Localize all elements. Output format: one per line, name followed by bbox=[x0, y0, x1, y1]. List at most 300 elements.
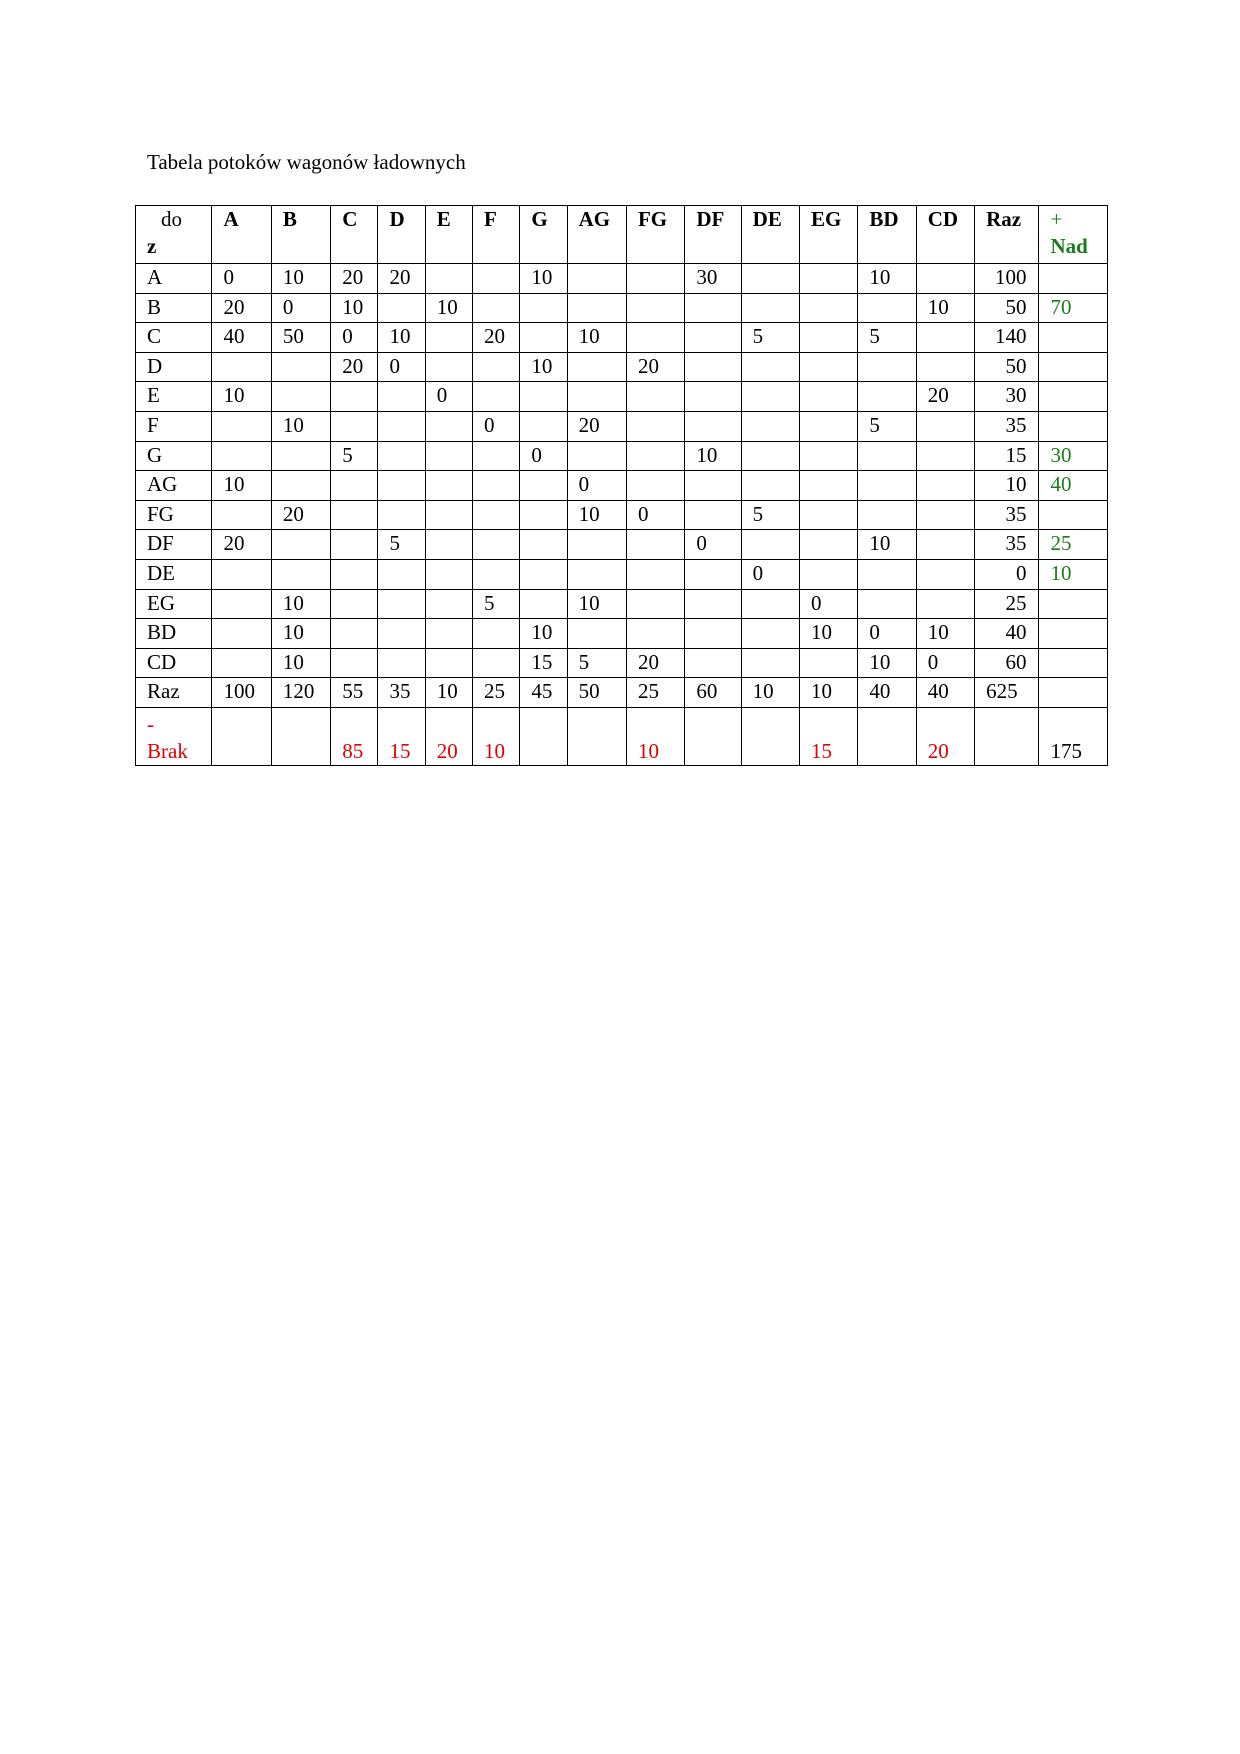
flow-cell bbox=[916, 411, 974, 441]
flow-cell bbox=[212, 352, 271, 382]
flow-cell bbox=[378, 293, 425, 323]
flow-cell bbox=[800, 323, 858, 353]
table-row bbox=[136, 411, 1108, 441]
flow-cell bbox=[741, 264, 799, 294]
column-header-raz: Raz bbox=[975, 206, 1039, 264]
surplus-cell bbox=[1039, 323, 1108, 353]
flow-cell bbox=[331, 589, 378, 619]
row-label: DE bbox=[136, 559, 212, 589]
surplus-cell bbox=[1039, 382, 1108, 412]
flow-cell bbox=[473, 648, 520, 678]
column-total-cell: 25 bbox=[626, 678, 684, 708]
flow-cell bbox=[567, 293, 626, 323]
flow-cell: 5 bbox=[378, 530, 425, 560]
row-label: CD bbox=[136, 648, 212, 678]
table-header-row bbox=[136, 206, 1108, 264]
flow-cell bbox=[473, 382, 520, 412]
flow-cell: 15 bbox=[520, 648, 567, 678]
flow-cell: 0 bbox=[685, 530, 741, 560]
surplus-cell: 30 bbox=[1039, 441, 1108, 471]
flow-cell: 0 bbox=[425, 382, 472, 412]
row-sum-cell: 15 bbox=[975, 441, 1039, 471]
flow-cell: 0 bbox=[858, 619, 916, 649]
flow-cell bbox=[212, 559, 271, 589]
page-title: Tabela potoków wagonów ładownych bbox=[147, 150, 466, 174]
flow-cell bbox=[425, 500, 472, 530]
flow-cell bbox=[800, 648, 858, 678]
flow-cell bbox=[473, 530, 520, 560]
flow-cell: 5 bbox=[741, 500, 799, 530]
flow-cell bbox=[741, 589, 799, 619]
table-row bbox=[136, 323, 1108, 353]
flow-cell bbox=[567, 441, 626, 471]
row-sum-cell: 0 bbox=[975, 559, 1039, 589]
flow-cell bbox=[473, 352, 520, 382]
flow-cell bbox=[916, 559, 974, 589]
shortage-cell: 15 bbox=[378, 707, 425, 765]
flow-cell bbox=[378, 589, 425, 619]
flow-cell bbox=[567, 619, 626, 649]
flow-cell bbox=[378, 471, 425, 501]
surplus-cell bbox=[1039, 264, 1108, 294]
row-label: F bbox=[136, 411, 212, 441]
column-total-cell: 100 bbox=[212, 678, 271, 708]
flow-cell: 40 bbox=[212, 323, 271, 353]
flow-cell bbox=[520, 589, 567, 619]
surplus-cell bbox=[1039, 648, 1108, 678]
flow-cell bbox=[520, 500, 567, 530]
flow-cell: 10 bbox=[271, 264, 330, 294]
flow-cell bbox=[626, 293, 684, 323]
flow-cell bbox=[916, 441, 974, 471]
flow-cell bbox=[520, 471, 567, 501]
column-header-cd: CD bbox=[916, 206, 974, 264]
flow-cell: 20 bbox=[916, 382, 974, 412]
shortage-cell bbox=[271, 707, 330, 765]
flow-cell bbox=[271, 530, 330, 560]
flow-cell: 10 bbox=[520, 352, 567, 382]
column-total-cell: 35 bbox=[378, 678, 425, 708]
table-row bbox=[136, 382, 1108, 412]
surplus-cell: 25 bbox=[1039, 530, 1108, 560]
flow-cell: 10 bbox=[331, 293, 378, 323]
row-sum-cell: 60 bbox=[975, 648, 1039, 678]
flow-cell bbox=[378, 648, 425, 678]
flow-cell: 0 bbox=[916, 648, 974, 678]
flow-cell bbox=[916, 323, 974, 353]
flow-cell: 10 bbox=[916, 293, 974, 323]
column-total-cell: 10 bbox=[425, 678, 472, 708]
flow-cell bbox=[858, 500, 916, 530]
flow-cell bbox=[916, 471, 974, 501]
flow-cell bbox=[473, 559, 520, 589]
flow-cell bbox=[916, 264, 974, 294]
flow-cell: 0 bbox=[331, 323, 378, 353]
surplus-cell bbox=[1039, 589, 1108, 619]
column-total-cell: 25 bbox=[473, 678, 520, 708]
flow-cell bbox=[916, 589, 974, 619]
flow-cell bbox=[425, 559, 472, 589]
shortage-sum-cell bbox=[975, 707, 1039, 765]
column-header-bd: BD bbox=[858, 206, 916, 264]
flow-cell: 5 bbox=[858, 323, 916, 353]
flow-cell bbox=[425, 589, 472, 619]
flow-cell: 10 bbox=[567, 500, 626, 530]
shortage-cell: 10 bbox=[473, 707, 520, 765]
flow-cell bbox=[858, 293, 916, 323]
column-header-ag: AG bbox=[567, 206, 626, 264]
row-sum-cell: 50 bbox=[975, 352, 1039, 382]
flow-cell: 10 bbox=[858, 530, 916, 560]
flow-cell bbox=[520, 530, 567, 560]
shortage-cell bbox=[685, 707, 741, 765]
column-header-df: DF bbox=[685, 206, 741, 264]
table-row bbox=[136, 352, 1108, 382]
flow-cell bbox=[800, 559, 858, 589]
flow-cell: 10 bbox=[378, 323, 425, 353]
flow-cell bbox=[741, 530, 799, 560]
flow-cell bbox=[473, 471, 520, 501]
flow-cell bbox=[626, 441, 684, 471]
flow-cell bbox=[331, 530, 378, 560]
flow-cell: 10 bbox=[520, 264, 567, 294]
column-header-nad bbox=[1039, 206, 1108, 264]
column-total-cell: 10 bbox=[800, 678, 858, 708]
flow-cell bbox=[741, 619, 799, 649]
flow-cell: 10 bbox=[567, 323, 626, 353]
flow-cell bbox=[520, 411, 567, 441]
flow-cell: 0 bbox=[567, 471, 626, 501]
flow-cell: 0 bbox=[800, 589, 858, 619]
column-total-cell: 50 bbox=[567, 678, 626, 708]
table-row bbox=[136, 441, 1108, 471]
flow-cell: 10 bbox=[685, 441, 741, 471]
flow-cell: 10 bbox=[916, 619, 974, 649]
flow-cell bbox=[858, 559, 916, 589]
flow-cell bbox=[567, 264, 626, 294]
flow-cell bbox=[425, 352, 472, 382]
flow-cell bbox=[626, 589, 684, 619]
flow-cell bbox=[271, 382, 330, 412]
flow-cell bbox=[425, 471, 472, 501]
flow-cell: 0 bbox=[741, 559, 799, 589]
column-total-cell: 55 bbox=[331, 678, 378, 708]
shortage-cell bbox=[858, 707, 916, 765]
surplus-cell bbox=[1039, 411, 1108, 441]
flow-cell bbox=[520, 559, 567, 589]
table-row bbox=[136, 264, 1108, 294]
flow-cell bbox=[685, 411, 741, 441]
flow-cell bbox=[626, 323, 684, 353]
column-total-cell: 40 bbox=[858, 678, 916, 708]
row-label: E bbox=[136, 382, 212, 412]
flow-cell bbox=[212, 411, 271, 441]
wagon-flow-table bbox=[135, 205, 1108, 766]
flow-cell: 20 bbox=[378, 264, 425, 294]
flow-cell bbox=[800, 500, 858, 530]
column-header-b: B bbox=[271, 206, 330, 264]
brak-label: Brak bbox=[147, 738, 188, 763]
column-header-fg: FG bbox=[626, 206, 684, 264]
flow-cell bbox=[741, 382, 799, 412]
column-header-e: E bbox=[425, 206, 472, 264]
flow-cell bbox=[741, 352, 799, 382]
flow-cell: 20 bbox=[567, 411, 626, 441]
row-label: FG bbox=[136, 500, 212, 530]
flow-cell bbox=[331, 559, 378, 589]
surplus-cell: 70 bbox=[1039, 293, 1108, 323]
shortage-cell: 15 bbox=[800, 707, 858, 765]
flow-cell bbox=[685, 382, 741, 412]
flow-cell: 0 bbox=[212, 264, 271, 294]
flow-cell: 0 bbox=[271, 293, 330, 323]
flow-cell bbox=[378, 559, 425, 589]
flow-cell bbox=[685, 589, 741, 619]
shortage-cell bbox=[212, 707, 271, 765]
surplus-cell: 10 bbox=[1039, 559, 1108, 589]
flow-cell bbox=[212, 589, 271, 619]
flow-cell bbox=[685, 471, 741, 501]
column-header-eg: EG bbox=[800, 206, 858, 264]
flow-cell bbox=[741, 441, 799, 471]
flow-cell bbox=[685, 559, 741, 589]
flow-cell bbox=[685, 500, 741, 530]
flow-cell bbox=[858, 471, 916, 501]
flow-cell bbox=[567, 382, 626, 412]
row-label: G bbox=[136, 441, 212, 471]
table-row bbox=[136, 648, 1108, 678]
table-row bbox=[136, 530, 1108, 560]
flow-cell bbox=[916, 352, 974, 382]
flow-cell bbox=[685, 648, 741, 678]
row-label: EG bbox=[136, 589, 212, 619]
flow-cell: 0 bbox=[520, 441, 567, 471]
flow-cell bbox=[741, 648, 799, 678]
flow-cell bbox=[626, 471, 684, 501]
flow-cell bbox=[567, 530, 626, 560]
flow-cell: 20 bbox=[212, 530, 271, 560]
row-sum-cell: 100 bbox=[975, 264, 1039, 294]
shortage-row bbox=[136, 707, 1108, 765]
flow-cell: 10 bbox=[520, 619, 567, 649]
flow-cell bbox=[800, 471, 858, 501]
flow-cell bbox=[858, 352, 916, 382]
flow-cell bbox=[378, 382, 425, 412]
flow-cell: 50 bbox=[271, 323, 330, 353]
flow-cell bbox=[473, 264, 520, 294]
flow-cell: 5 bbox=[858, 411, 916, 441]
row-label: A bbox=[136, 264, 212, 294]
flow-cell: 10 bbox=[271, 619, 330, 649]
surplus-cell bbox=[1039, 500, 1108, 530]
flow-cell bbox=[271, 471, 330, 501]
row-sum-cell: 35 bbox=[975, 530, 1039, 560]
shortage-cell: 85 bbox=[331, 707, 378, 765]
column-header-a: A bbox=[212, 206, 271, 264]
flow-cell bbox=[626, 559, 684, 589]
flow-cell: 10 bbox=[425, 293, 472, 323]
flow-cell: 20 bbox=[271, 500, 330, 530]
flow-cell bbox=[212, 648, 271, 678]
flow-cell: 10 bbox=[271, 648, 330, 678]
flow-cell bbox=[741, 471, 799, 501]
flow-cell bbox=[212, 619, 271, 649]
flow-cell bbox=[331, 411, 378, 441]
row-sum-cell: 40 bbox=[975, 619, 1039, 649]
column-total-cell: 60 bbox=[685, 678, 741, 708]
flow-cell bbox=[331, 648, 378, 678]
flow-cell bbox=[858, 382, 916, 412]
flow-cell bbox=[425, 648, 472, 678]
flow-cell: 10 bbox=[858, 648, 916, 678]
flow-cell bbox=[378, 619, 425, 649]
row-label: B bbox=[136, 293, 212, 323]
flow-cell bbox=[626, 411, 684, 441]
flow-cell bbox=[626, 264, 684, 294]
table-row bbox=[136, 500, 1108, 530]
row-sum-cell: 25 bbox=[975, 589, 1039, 619]
shortage-cell: 20 bbox=[916, 707, 974, 765]
flow-cell bbox=[271, 441, 330, 471]
flow-cell: 10 bbox=[800, 619, 858, 649]
surplus-cell bbox=[1039, 352, 1108, 382]
flow-cell: 0 bbox=[378, 352, 425, 382]
shortage-cell: 10 bbox=[626, 707, 684, 765]
flow-cell bbox=[685, 293, 741, 323]
flow-cell: 10 bbox=[212, 471, 271, 501]
flow-cell: 20 bbox=[473, 323, 520, 353]
flow-cell bbox=[378, 411, 425, 441]
flow-cell bbox=[800, 411, 858, 441]
flow-cell bbox=[473, 500, 520, 530]
flow-cell: 5 bbox=[473, 589, 520, 619]
flow-cell bbox=[685, 323, 741, 353]
flow-cell bbox=[520, 293, 567, 323]
flow-cell bbox=[473, 293, 520, 323]
flow-cell: 10 bbox=[567, 589, 626, 619]
flow-cell bbox=[800, 441, 858, 471]
grand-total-cell: 625 bbox=[975, 678, 1039, 708]
flow-cell bbox=[425, 441, 472, 471]
flow-cell bbox=[271, 559, 330, 589]
table-row bbox=[136, 619, 1108, 649]
flow-cell bbox=[520, 323, 567, 353]
flow-cell: 10 bbox=[212, 382, 271, 412]
surplus-cell bbox=[1039, 678, 1108, 708]
flow-cell bbox=[916, 500, 974, 530]
flow-cell bbox=[858, 589, 916, 619]
flow-cell bbox=[626, 619, 684, 649]
brak-sign: - bbox=[147, 711, 154, 736]
flow-cell bbox=[271, 352, 330, 382]
column-total-cell: 45 bbox=[520, 678, 567, 708]
flow-cell bbox=[685, 619, 741, 649]
table-body bbox=[136, 264, 1108, 766]
flow-cell bbox=[425, 530, 472, 560]
row-label: BD bbox=[136, 619, 212, 649]
column-total-cell: 10 bbox=[741, 678, 799, 708]
shortage-cell bbox=[567, 707, 626, 765]
shortage-cell: 20 bbox=[425, 707, 472, 765]
flow-cell: 10 bbox=[271, 589, 330, 619]
flow-cell bbox=[378, 500, 425, 530]
flow-cell: 20 bbox=[331, 264, 378, 294]
column-header-c: C bbox=[331, 206, 378, 264]
flow-cell bbox=[800, 352, 858, 382]
flow-cell bbox=[741, 293, 799, 323]
flow-cell bbox=[378, 441, 425, 471]
table-row bbox=[136, 559, 1108, 589]
corner-from-label: z bbox=[147, 234, 157, 258]
flow-cell bbox=[425, 411, 472, 441]
flow-cell bbox=[800, 264, 858, 294]
flow-cell bbox=[425, 619, 472, 649]
column-total-cell: 120 bbox=[271, 678, 330, 708]
flow-cell bbox=[425, 323, 472, 353]
shortage-cell bbox=[520, 707, 567, 765]
flow-cell: 5 bbox=[567, 648, 626, 678]
row-sum-cell: 35 bbox=[975, 500, 1039, 530]
shortage-total-cell: 175 bbox=[1039, 707, 1108, 765]
flow-cell: 20 bbox=[626, 648, 684, 678]
row-label: D bbox=[136, 352, 212, 382]
row-sum-cell: 35 bbox=[975, 411, 1039, 441]
row-label: DF bbox=[136, 530, 212, 560]
flow-cell bbox=[800, 530, 858, 560]
row-sum-cell: 30 bbox=[975, 382, 1039, 412]
shortage-row-label bbox=[136, 707, 212, 765]
surplus-cell: 40 bbox=[1039, 471, 1108, 501]
flow-cell bbox=[741, 411, 799, 441]
flow-cell bbox=[567, 352, 626, 382]
flow-cell bbox=[567, 559, 626, 589]
nad-label: Nad bbox=[1050, 234, 1088, 258]
table-row bbox=[136, 293, 1108, 323]
surplus-cell bbox=[1039, 619, 1108, 649]
row-sum-cell: 50 bbox=[975, 293, 1039, 323]
flow-cell bbox=[331, 471, 378, 501]
column-header-de: DE bbox=[741, 206, 799, 264]
column-totals-row bbox=[136, 678, 1108, 708]
flow-cell: 0 bbox=[626, 500, 684, 530]
row-label: C bbox=[136, 323, 212, 353]
column-header-f: F bbox=[473, 206, 520, 264]
flow-cell bbox=[425, 264, 472, 294]
row-sum-cell: 140 bbox=[975, 323, 1039, 353]
flow-cell bbox=[626, 530, 684, 560]
flow-cell bbox=[331, 619, 378, 649]
flow-cell bbox=[473, 619, 520, 649]
flow-cell bbox=[473, 441, 520, 471]
flow-cell: 20 bbox=[212, 293, 271, 323]
flow-cell bbox=[858, 441, 916, 471]
flow-cell: 20 bbox=[331, 352, 378, 382]
column-header-d: D bbox=[378, 206, 425, 264]
nad-sign: + bbox=[1050, 207, 1063, 231]
flow-cell: 10 bbox=[271, 411, 330, 441]
column-header-g: G bbox=[520, 206, 567, 264]
flow-cell: 10 bbox=[858, 264, 916, 294]
flow-cell: 5 bbox=[331, 441, 378, 471]
flow-cell: 0 bbox=[473, 411, 520, 441]
row-label: Raz bbox=[136, 678, 212, 708]
corner-to-label: do bbox=[161, 207, 182, 231]
corner-header-cell bbox=[136, 206, 212, 264]
flow-cell bbox=[685, 352, 741, 382]
row-sum-cell: 10 bbox=[975, 471, 1039, 501]
table-row bbox=[136, 589, 1108, 619]
column-total-cell: 40 bbox=[916, 678, 974, 708]
